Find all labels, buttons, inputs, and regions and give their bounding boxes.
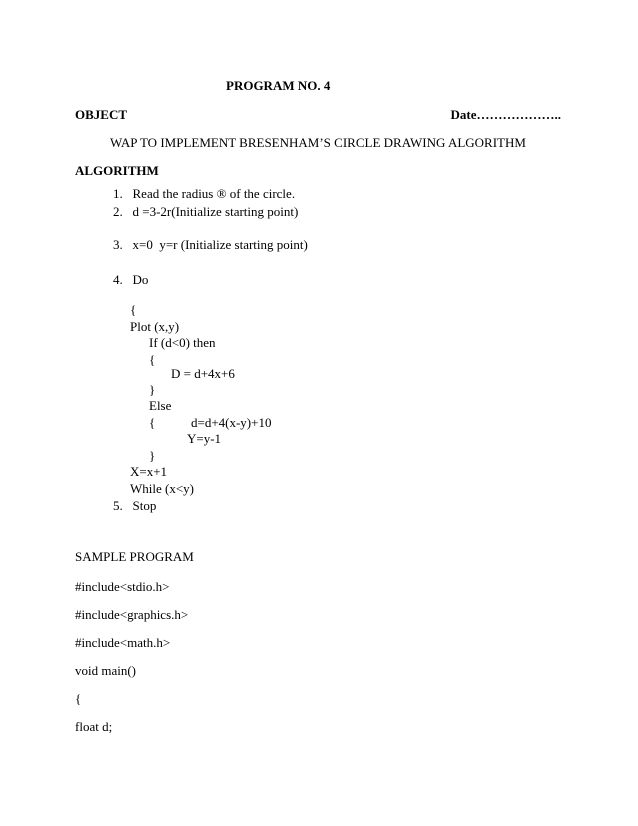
object-label: OBJECT: [75, 107, 128, 122]
algorithm-step-4: 4. Do: [113, 272, 149, 287]
sample-code-line-1: #include<stdio.h>: [75, 579, 170, 594]
sample-code-line-2: #include<graphics.h>: [75, 607, 189, 622]
algorithm-heading: ALGORITHM: [75, 163, 159, 178]
code-line-3: If (d<0) then: [149, 335, 216, 350]
program-title: PROGRAM NO. 4: [226, 78, 331, 93]
code-line-1: {: [130, 302, 137, 317]
algorithm-step-1: 1. Read the radius ® of the circle.: [113, 186, 296, 201]
algorithm-step-3: 3. x=0 y=r (Initialize starting point): [113, 237, 308, 252]
algorithm-step-2: 2. d =3-2r(Initialize starting point): [113, 204, 299, 219]
code-line-9: Y=y-1: [187, 431, 222, 446]
code-line-12: While (x<y): [130, 481, 195, 496]
algorithm-step-5: 5. Stop: [113, 498, 157, 513]
code-line-2: Plot (x,y): [130, 319, 180, 334]
date-label: Date………………..: [450, 107, 561, 122]
sample-code-line-4: void main(): [75, 663, 137, 678]
code-line-5: D = d+4x+6: [171, 366, 235, 381]
code-line-11: X=x+1: [130, 464, 168, 479]
sample-code-line-6: float d;: [75, 719, 113, 734]
sample-program-heading: SAMPLE PROGRAM: [75, 549, 194, 564]
code-line-7: Else: [149, 398, 172, 413]
sample-code-line-5: {: [75, 691, 82, 706]
code-line-4: {: [149, 352, 156, 367]
objective-text: WAP TO IMPLEMENT BRESENHAM’S CIRCLE DRAWING ALGORITHM: [110, 135, 526, 150]
sample-code-line-3: #include<math.h>: [75, 635, 171, 650]
code-line-10: }: [149, 448, 156, 463]
code-line-6: }: [149, 382, 156, 397]
code-line-8: { d=d+4(x-y)+10: [149, 415, 272, 430]
